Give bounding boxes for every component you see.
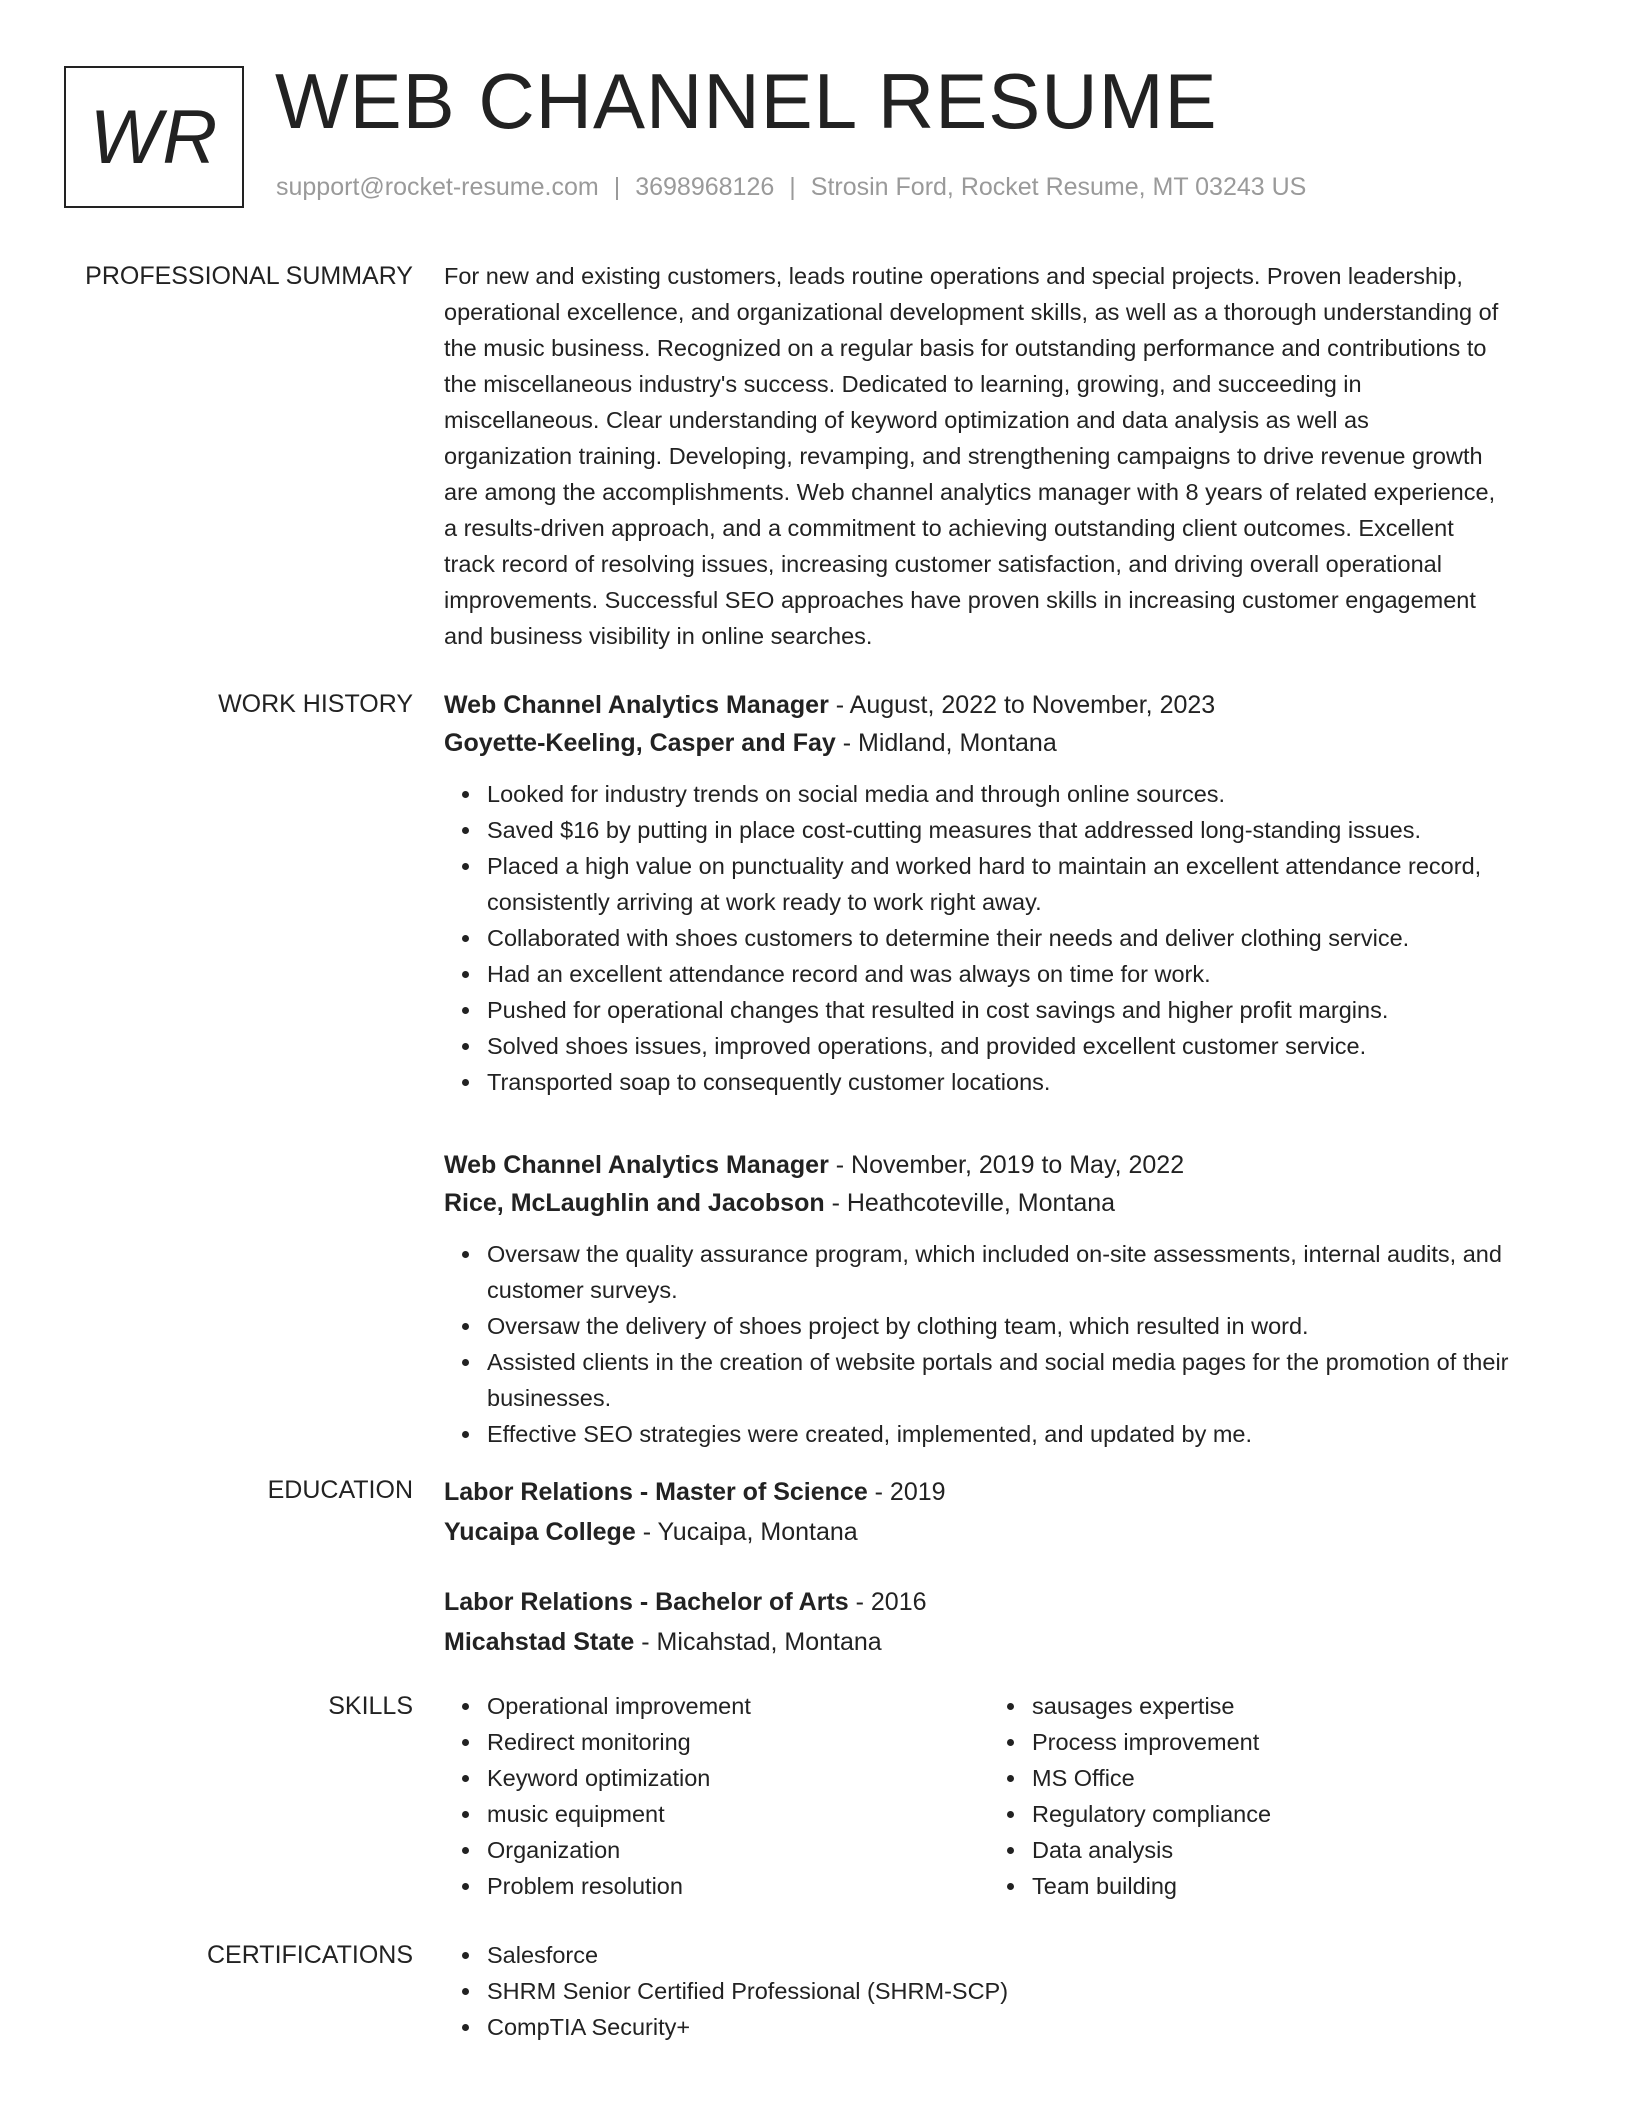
job-bullets — [444, 1236, 1559, 1452]
job-bullet: Solved shoes issues, improved operations, and provided excellent customer service. — [487, 1028, 1559, 1064]
job-location: - Midland, Montana — [835, 729, 1057, 757]
certifications-list — [444, 1937, 1559, 2045]
certification-item: CompTIA Security+ — [487, 2009, 1559, 2045]
job-title-line — [444, 686, 1559, 724]
skill-item: MS Office — [1032, 1760, 1271, 1796]
skill-item: Regulatory compliance — [1032, 1796, 1271, 1832]
section-label-certifications: CERTIFICATIONS — [206, 1941, 413, 1969]
contact-address: Strosin Ford, Rocket Resume, MT 03243 US — [810, 173, 1307, 201]
education-location: - Micahstad, Montana — [634, 1628, 882, 1656]
education-entry — [444, 1472, 1559, 1552]
job-bullet: Placed a high value on punctuality and worked hard to maintain an excellent attendance record, consistently arriving at work ready to work right away. — [487, 848, 1559, 920]
contact-line — [276, 173, 1306, 202]
job-bullet: Transported soap to consequently customer locations. — [487, 1064, 1559, 1100]
summary-line: improvements. Successful SEO approaches have proven skills in increasing customer engagement — [444, 587, 1476, 613]
skill-item: Problem resolution — [487, 1868, 751, 1904]
education-school-line — [444, 1622, 1559, 1662]
section-label-skills: SKILLS — [328, 1692, 413, 1720]
skills-list-left — [444, 1688, 751, 1904]
job-bullet: Effective SEO strategies were created, implemented, and updated by me. — [487, 1416, 1559, 1452]
job-bullets — [444, 776, 1559, 1100]
work-history-body — [444, 686, 1559, 1452]
summary-line: are among the accomplishments. Web channel analytics manager with 8 years of related experience, — [444, 479, 1496, 505]
job-bullet: Pushed for operational changes that resulted in cost savings and higher profit margins. — [487, 992, 1559, 1028]
job-company-line — [444, 724, 1559, 762]
education-body — [444, 1472, 1559, 1662]
education-degree-line — [444, 1472, 1559, 1512]
contact-separator: | — [789, 173, 796, 201]
contact-email: support@rocket-resume.com — [276, 173, 599, 201]
education-degree-line — [444, 1582, 1559, 1622]
skill-item: Operational improvement — [487, 1688, 751, 1724]
skill-item: Process improvement — [1032, 1724, 1271, 1760]
certification-item: Salesforce — [487, 1937, 1559, 1973]
section-label-summary: PROFESSIONAL SUMMARY — [85, 262, 413, 290]
job-bullet: Looked for industry trends on social media and through online sources. — [487, 776, 1559, 812]
skills-list-right — [989, 1688, 1271, 1904]
certifications-body — [444, 1937, 1559, 2045]
summary-line: organization training. Developing, revamping, and strengthening campaigns to drive revenue growth — [444, 443, 1483, 469]
contact-separator: | — [613, 173, 621, 201]
summary-line: miscellaneous. Clear understanding of keyword optimization and data analysis as well as — [444, 407, 1369, 433]
section-label-education: EDUCATION — [267, 1476, 413, 1504]
education-school-line — [444, 1512, 1559, 1552]
summary-line: and business visibility in online searches. — [444, 623, 873, 649]
job-location: - Heathcoteville, Montana — [824, 1189, 1116, 1217]
job-bullet: Oversaw the delivery of shoes project by clothing team, which resulted in word. — [487, 1308, 1559, 1344]
education-degree: Labor Relations - Bachelor of Arts — [444, 1588, 849, 1616]
education-year: - 2016 — [848, 1588, 927, 1616]
skill-item: Keyword optimization — [487, 1760, 751, 1796]
job-entry — [444, 1146, 1559, 1452]
certification-item: SHRM Senior Certified Professional (SHRM-SCP) — [487, 1973, 1559, 2009]
education-school: Yucaipa College — [444, 1518, 636, 1546]
job-bullet: Collaborated with shoes customers to determine their needs and deliver clothing service. — [487, 920, 1559, 956]
job-dates: - August, 2022 to November, 2023 — [828, 691, 1216, 719]
summary-line: a results-driven approach, and a commitment to achieving outstanding client outcomes. Excellent — [444, 515, 1454, 541]
education-location: - Yucaipa, Montana — [635, 1518, 858, 1546]
skill-item: music equipment — [487, 1796, 751, 1832]
job-entry — [444, 686, 1559, 1100]
summary-body — [444, 258, 1559, 654]
skill-item: Team building — [1032, 1868, 1271, 1904]
monogram-logo: WR — [64, 66, 244, 208]
skill-item: Data analysis — [1032, 1832, 1271, 1868]
summary-line: the music business. Recognized on a regular basis for outstanding performance and contributions to — [444, 335, 1487, 361]
summary-line: operational excellence, and organizational development skills, as well as a thorough understanding of — [444, 299, 1499, 325]
skill-item: Redirect monitoring — [487, 1724, 751, 1760]
education-year: - 2019 — [867, 1478, 946, 1506]
skill-item: Organization — [487, 1832, 751, 1868]
summary-line: the miscellaneous industry's success. Dedicated to learning, growing, and succeeding in — [444, 371, 1362, 397]
section-label-work-history: WORK HISTORY — [218, 690, 413, 718]
job-bullet: Assisted clients in the creation of website portals and social media pages for the promotion of their businesses. — [487, 1344, 1559, 1416]
skill-item: sausages expertise — [1032, 1688, 1271, 1724]
job-company: Rice, McLaughlin and Jacobson — [444, 1189, 825, 1217]
job-bullet: Saved $16 by putting in place cost-cutting measures that addressed long-standing issues. — [487, 812, 1559, 848]
education-school: Micahstad State — [444, 1628, 635, 1656]
job-company: Goyette-Keeling, Casper and Fay — [444, 729, 836, 757]
summary-line: For new and existing customers, leads routine operations and special projects. Proven leadership, — [444, 263, 1463, 289]
job-bullet: Had an excellent attendance record and was always on time for work. — [487, 956, 1559, 992]
job-dates: - November, 2019 to May, 2022 — [828, 1151, 1185, 1179]
job-company-line — [444, 1184, 1559, 1222]
job-title: Web Channel Analytics Manager — [444, 691, 829, 719]
summary-line: track record of resolving issues, increasing customer satisfaction, and driving overall operational — [444, 551, 1442, 577]
job-bullet: Oversaw the quality assurance program, which included on-site assessments, internal audits, and customer surveys. — [487, 1236, 1559, 1308]
contact-phone: 3698968126 — [635, 173, 775, 201]
resume-title: WEB CHANNEL RESUME — [275, 57, 1218, 145]
education-degree: Labor Relations - Master of Science — [444, 1478, 868, 1506]
education-entry — [444, 1582, 1559, 1662]
job-title-line — [444, 1146, 1559, 1184]
summary-text — [444, 258, 1559, 654]
job-title: Web Channel Analytics Manager — [444, 1151, 829, 1179]
